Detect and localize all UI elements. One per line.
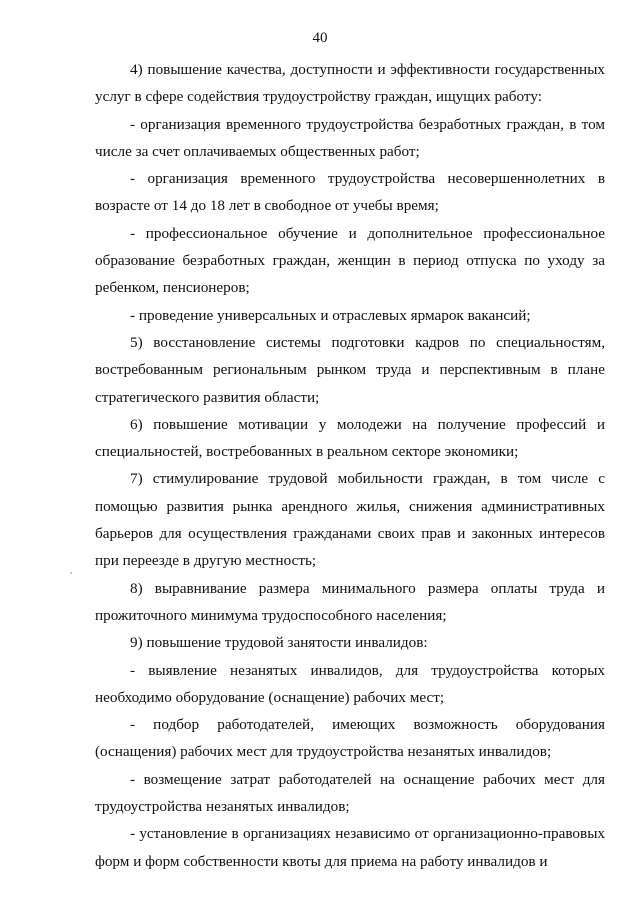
paragraph-temp-employment-minors: - организация временного трудоустройства несовершеннолетних в возрасте от 14 до 18 лет в свободное от учебы время; (95, 170, 605, 215)
paragraph-identify-disabled: - выявление незанятых инвалидов, для трудоустройства которых необходимо оборудование (оснащение) рабочих мест; (95, 661, 605, 706)
paragraph-item-4: 4) повышение качества, доступности и эффективности государственных услуг в сфере содействия трудоустройству граждан, ищущих работу: (95, 61, 605, 106)
paragraph-item-8: 8) выравнивание размера минимального размера оплаты труда и прожиточного минимума трудоспособного населения; (95, 579, 605, 624)
scan-mark (70, 572, 72, 574)
paragraph-professional-training: - профессиональное обучение и дополнительное профессиональное образование безработных граждан, женщин в период отпуска по уходу за ребенком, пенсионеров; (95, 224, 605, 297)
paragraph-item-7: 7) стимулирование трудовой мобильности граждан, в том числе с помощью развития рынка арендного жилья, снижения административных барьеров для осуществления гражданами своих прав и законных интересов при переезде в другую местность; (95, 470, 605, 570)
paragraph-select-employers: - подбор работодателей, имеющих возможность оборудования (оснащения) рабочих мест для трудоустройства незанятых инвалидов; (95, 716, 605, 761)
paragraph-set-quotas: - установление в организациях независимо от организационно-правовых форм и форм собственности квоты для приема на работу инвалидов и (95, 825, 605, 870)
document-body (95, 56, 605, 875)
page-number: 40 (312, 30, 328, 46)
paragraph-temp-employment-unemployed: - организация временного трудоустройства безработных граждан, в том числе за счет оплачиваемых общественных работ; (95, 115, 605, 160)
paragraph-job-fairs: - проведение универсальных и отраслевых ярмарок вакансий; (130, 306, 531, 324)
paragraph-item-6: 6) повышение мотивации у молодежи на получение профессий и специальностей, востребованных в реальном секторе экономики; (95, 415, 605, 461)
paragraph-item-9: 9) повышение трудовой занятости инвалидов: (130, 634, 428, 652)
paragraph-item-5: 5) восстановление системы подготовки кадров по специальностям, востребованным региональным рынком труда и перспективным в плане стратегического развития области; (95, 333, 605, 406)
paragraph-reimburse-costs: - возмещение затрат работодателей на оснащение рабочих мест для трудоустройства незанятых инвалидов; (95, 770, 605, 816)
